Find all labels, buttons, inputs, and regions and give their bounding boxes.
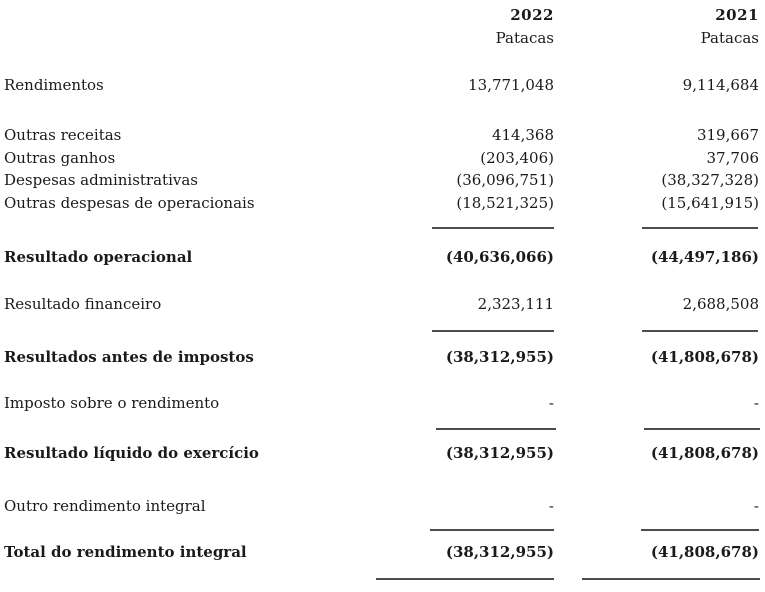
row-label: Imposto sobre o rendimento: [4, 394, 220, 412]
table-row-resultado-liquido: [0, 444, 765, 464]
row-value-2022: (18,521,325): [456, 194, 554, 212]
row-label: Outro rendimento integral: [4, 497, 206, 515]
row-value-2022: -: [548, 497, 554, 515]
table-row-despesas-administrativas: [0, 171, 765, 191]
subtotal-rule-2021: [642, 330, 758, 332]
row-value-2022: (38,312,955): [445, 444, 554, 462]
row-value-2021: (41,808,678): [650, 543, 759, 561]
row-label: Despesas administrativas: [4, 171, 198, 189]
table-row-outras-ganhos: [0, 149, 765, 169]
row-value-2021: 319,667: [696, 126, 759, 144]
row-label: Outras ganhos: [4, 149, 116, 167]
row-label: Rendimentos: [4, 76, 104, 94]
column-currency-2022: Patacas: [495, 29, 554, 47]
table-row-resultado-financeiro: [0, 295, 765, 315]
row-label: Resultado operacional: [4, 248, 193, 266]
column-year-2021: 2021: [715, 6, 759, 24]
row-value-2022: (203,406): [480, 149, 554, 167]
column-year-header-row: [0, 6, 765, 26]
row-value-2022: 2,323,111: [477, 295, 554, 313]
row-value-2021: -: [753, 497, 759, 515]
closing-rule-2021: [582, 578, 760, 580]
column-year-2022: 2022: [510, 6, 554, 24]
subtotal-rule-2022: [432, 227, 554, 229]
row-value-2022: (38,312,955): [445, 543, 554, 561]
row-value-2022: 13,771,048: [468, 76, 554, 94]
subtotal-rule-2021: [642, 227, 758, 229]
row-value-2022: 414,368: [491, 126, 554, 144]
subtotal-rule-2021: [644, 428, 760, 430]
row-label: Resultado financeiro: [4, 295, 162, 313]
row-label: Total do rendimento integral: [4, 543, 247, 561]
row-value-2022: -: [548, 394, 554, 412]
column-currency-2021: Patacas: [700, 29, 759, 47]
subtotal-rule-2021: [641, 529, 759, 531]
row-value-2021: -: [753, 394, 759, 412]
row-value-2022: (38,312,955): [445, 348, 554, 366]
row-value-2021: (15,641,915): [661, 194, 759, 212]
row-label: Resultados antes de impostos: [4, 348, 254, 366]
closing-rule-2022: [376, 578, 554, 580]
table-row-resultado-operacional: [0, 248, 765, 268]
table-row-outras-receitas: [0, 126, 765, 146]
column-currency-header-row: [0, 29, 765, 49]
row-label: Outras despesas de operacionais: [4, 194, 255, 212]
table-row-outro-rendimento-integral: [0, 497, 765, 517]
row-label: Outras receitas: [4, 126, 122, 144]
row-value-2021: (41,808,678): [650, 444, 759, 462]
row-label: Resultado líquido do exercício: [4, 444, 259, 462]
subtotal-rule-2022: [436, 428, 556, 430]
table-row-rendimentos: [0, 76, 765, 96]
subtotal-rule-2022: [432, 330, 554, 332]
table-row-total-rendimento-integral: [0, 543, 765, 563]
row-value-2021: (44,497,186): [650, 248, 759, 266]
row-value-2021: (38,327,328): [661, 171, 759, 189]
row-value-2022: (36,096,751): [456, 171, 554, 189]
table-row-resultados-antes-impostos: [0, 348, 765, 368]
table-row-outras-despesas-operacionais: [0, 194, 765, 214]
table-row-imposto-rendimento: [0, 394, 765, 414]
row-value-2021: 37,706: [706, 149, 759, 167]
subtotal-rule-2022: [430, 529, 554, 531]
row-value-2021: (41,808,678): [650, 348, 759, 366]
row-value-2022: (40,636,066): [445, 248, 554, 266]
row-value-2021: 2,688,508: [682, 295, 759, 313]
row-value-2021: 9,114,684: [682, 76, 759, 94]
